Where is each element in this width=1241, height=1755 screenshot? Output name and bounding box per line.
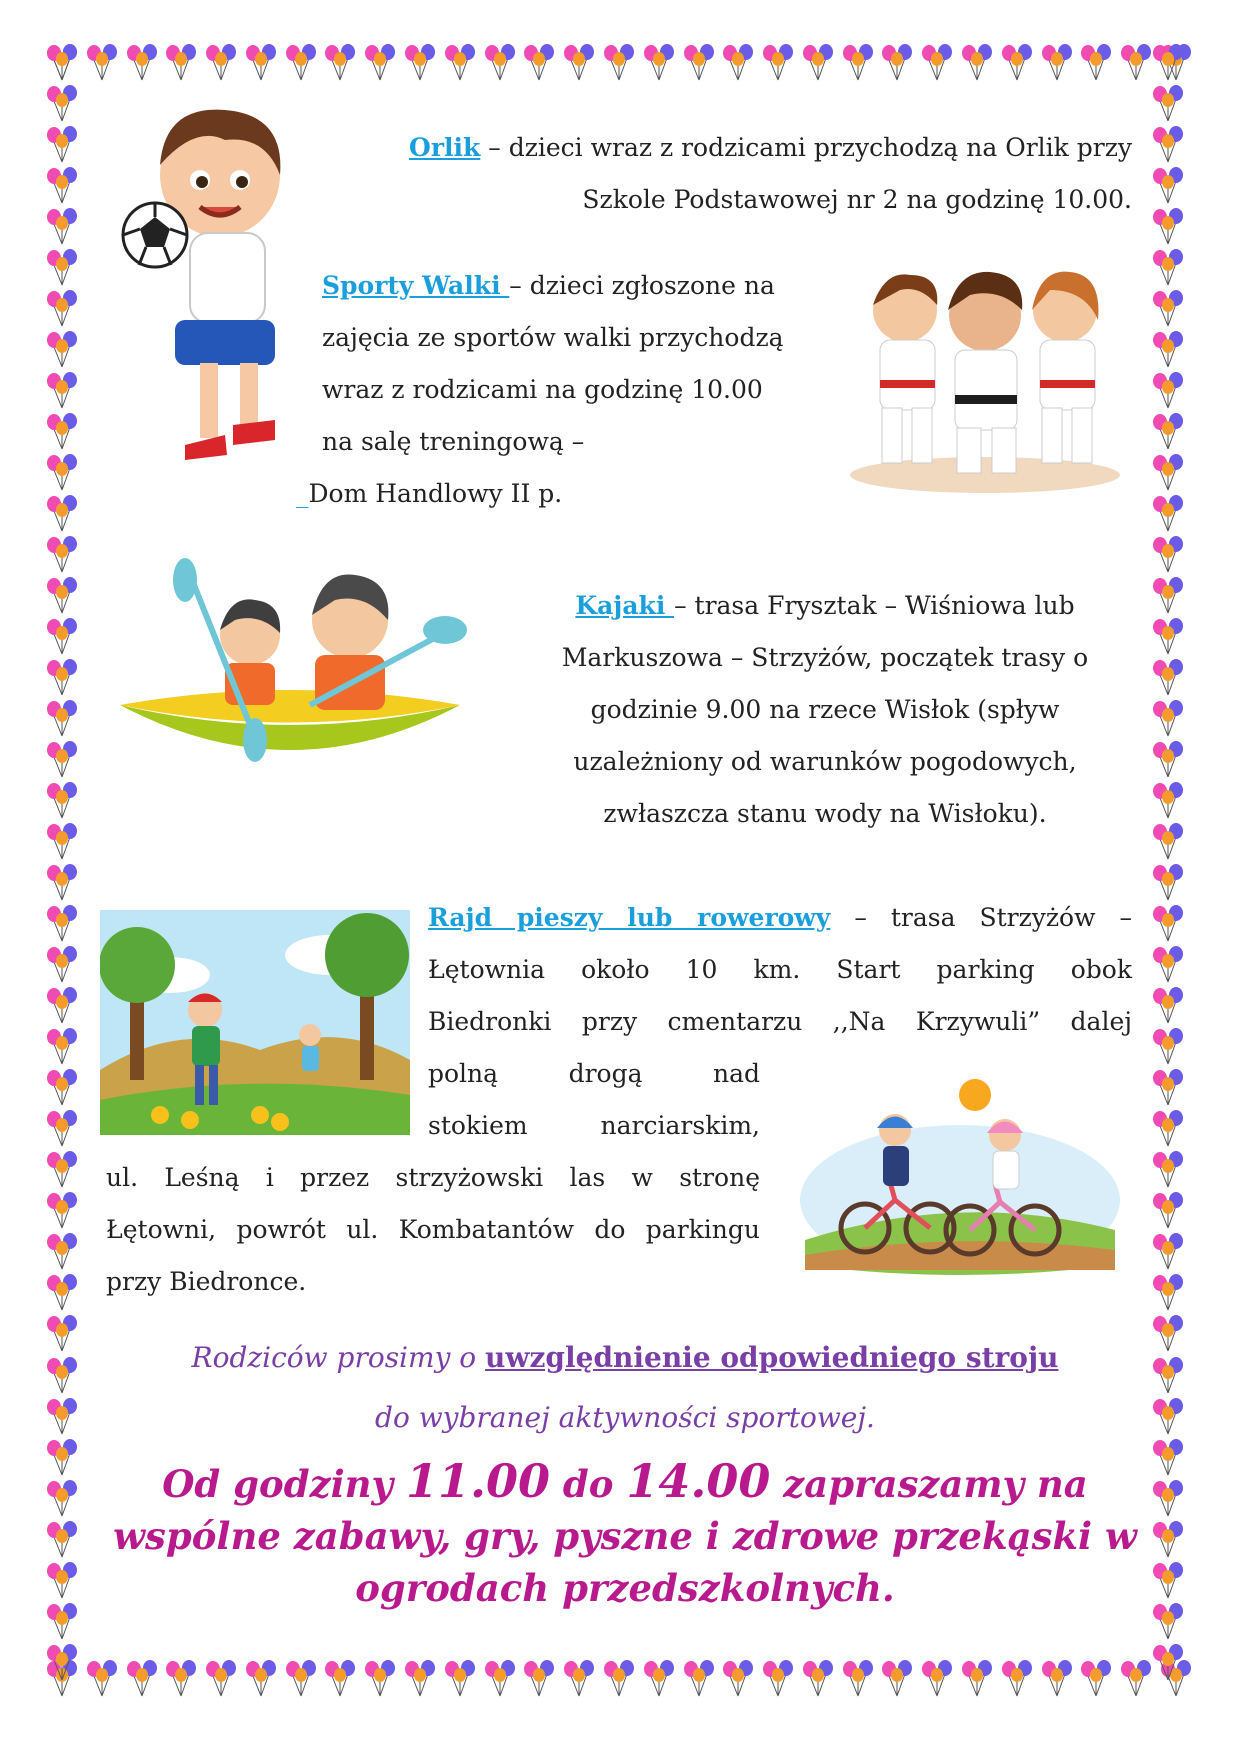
cycling-kids-illustration bbox=[795, 1070, 1125, 1280]
balloon-border-icon bbox=[1078, 44, 1114, 84]
balloon-border-icon bbox=[1150, 1233, 1186, 1273]
balloon-border-icon bbox=[44, 1028, 80, 1068]
balloon-border-icon bbox=[163, 1660, 199, 1700]
balloon-border-icon bbox=[1150, 290, 1186, 330]
balloon-border-icon bbox=[1150, 987, 1186, 1027]
balloon-border-icon bbox=[1150, 536, 1186, 576]
balloon-border-icon bbox=[879, 44, 915, 84]
kajaki-line4: uzależniony od warunków pogodowych, bbox=[573, 747, 1077, 776]
kajaki-title: Kajaki bbox=[575, 591, 675, 620]
balloon-border-icon bbox=[601, 44, 637, 84]
balloon-border-icon bbox=[681, 44, 717, 84]
balloon-border-icon bbox=[1150, 249, 1186, 289]
balloon-border-icon bbox=[44, 741, 80, 781]
balloon-border-icon bbox=[44, 1398, 80, 1438]
balloon-border-icon bbox=[44, 495, 80, 535]
balloon-border-icon bbox=[879, 1660, 915, 1700]
balloon-border-icon bbox=[840, 44, 876, 84]
kayak-illustration bbox=[110, 555, 470, 795]
balloon-border-icon bbox=[442, 1660, 478, 1700]
sporty-walki-line5: Dom Handlowy II p. bbox=[308, 479, 563, 508]
balloon-border-icon bbox=[800, 1660, 836, 1700]
orlik-title: Orlik bbox=[409, 133, 481, 162]
final-invitation bbox=[110, 1455, 1140, 1614]
orlik-line1: – dzieci wraz z rodzicami przychodzą na Orlik przy bbox=[480, 133, 1132, 162]
final-part3: zapraszamy na wspólne zabawy, gry, pyszne i zdrowe przekąski w ogrodach przedszkolnych. bbox=[113, 1462, 1137, 1610]
balloon-border-icon bbox=[1150, 1357, 1186, 1397]
balloon-border-icon bbox=[44, 413, 80, 453]
balloon-border-icon bbox=[44, 85, 80, 125]
balloon-border-icon bbox=[561, 1660, 597, 1700]
balloon-border-icon bbox=[482, 44, 518, 84]
balloon-border-icon bbox=[1150, 1562, 1186, 1602]
notice-line1 bbox=[120, 1330, 1130, 1386]
balloon-border-icon bbox=[959, 44, 995, 84]
balloon-border-icon bbox=[1150, 905, 1186, 945]
balloon-border-icon bbox=[44, 700, 80, 740]
balloon-border-icon bbox=[1150, 331, 1186, 371]
balloon-border-icon bbox=[243, 44, 279, 84]
sporty-walki-line1: – dzieci zgłoszone na bbox=[509, 271, 775, 300]
kajaki-line2: Markuszowa – Strzyżów, początek trasy o bbox=[561, 643, 1089, 672]
balloon-border-icon bbox=[1150, 782, 1186, 822]
balloon-border-icon bbox=[521, 44, 557, 84]
balloon-border-icon bbox=[681, 1660, 717, 1700]
balloon-border-icon bbox=[1150, 1151, 1186, 1191]
balloon-border-icon bbox=[999, 44, 1035, 84]
rajd-section-top bbox=[428, 892, 1132, 1048]
balloon-border-icon bbox=[1150, 823, 1186, 863]
sporty-walki-title: Sporty Walki bbox=[322, 271, 510, 300]
sporty-walki-line3: wraz z rodzicami na godzinę 10.00 bbox=[322, 375, 763, 404]
balloon-border-icon bbox=[283, 44, 319, 84]
balloon-border-icon bbox=[44, 331, 80, 371]
balloon-border-icon bbox=[243, 1660, 279, 1700]
balloon-border-icon bbox=[44, 1315, 80, 1355]
rajd-line8: przy Biedronce. bbox=[106, 1267, 307, 1296]
rajd-section-mid bbox=[428, 1048, 760, 1152]
balloon-border-icon bbox=[1150, 1644, 1186, 1684]
balloon-border-icon bbox=[720, 44, 756, 84]
final-part2: do bbox=[550, 1462, 627, 1506]
balloon-border-icon bbox=[641, 1660, 677, 1700]
balloon-border-right bbox=[1150, 44, 1194, 1684]
balloon-border-icon bbox=[1150, 413, 1186, 453]
balloon-border-icon bbox=[362, 1660, 398, 1700]
balloon-border-icon bbox=[84, 1660, 120, 1700]
balloon-border-icon bbox=[720, 1660, 756, 1700]
balloon-border-icon bbox=[1150, 454, 1186, 494]
rajd-section-bottom bbox=[106, 1152, 760, 1308]
balloon-border-icon bbox=[1150, 864, 1186, 904]
balloon-border-icon bbox=[1118, 1660, 1154, 1700]
balloon-border-icon bbox=[442, 44, 478, 84]
balloon-border-icon bbox=[44, 1439, 80, 1479]
balloon-border-icon bbox=[402, 1660, 438, 1700]
sporty-walki-line4: na salę treningową – bbox=[322, 427, 585, 456]
balloon-border-icon bbox=[1039, 1660, 1075, 1700]
balloon-border-icon bbox=[44, 372, 80, 412]
balloon-border-icon bbox=[163, 44, 199, 84]
balloon-border-icon bbox=[959, 1660, 995, 1700]
balloon-border-icon bbox=[1150, 167, 1186, 207]
balloon-border-icon bbox=[1150, 577, 1186, 617]
balloon-border-icon bbox=[44, 1274, 80, 1314]
balloon-border-icon bbox=[1150, 1521, 1186, 1561]
balloon-border-icon bbox=[1150, 741, 1186, 781]
rajd-line2: Łętownia około 10 km. Start parking obok bbox=[428, 955, 1132, 984]
balloon-border-icon bbox=[44, 864, 80, 904]
balloon-border-icon bbox=[1150, 1603, 1186, 1643]
balloon-border-icon bbox=[44, 126, 80, 166]
balloon-border-icon bbox=[44, 536, 80, 576]
balloon-border-icon bbox=[1150, 1480, 1186, 1520]
balloon-border-icon bbox=[919, 1660, 955, 1700]
balloon-border-icon bbox=[1039, 44, 1075, 84]
balloon-border-icon bbox=[800, 44, 836, 84]
balloon-border-icon bbox=[1150, 495, 1186, 535]
balloon-border-bottom bbox=[44, 1660, 1194, 1704]
balloon-border-icon bbox=[44, 208, 80, 248]
balloon-border-icon bbox=[44, 905, 80, 945]
balloon-border-icon bbox=[44, 1603, 80, 1643]
balloon-border-icon bbox=[44, 249, 80, 289]
balloon-border-icon bbox=[44, 167, 80, 207]
balloon-border-icon bbox=[1150, 372, 1186, 412]
balloon-border-icon bbox=[1150, 208, 1186, 248]
balloon-border-icon bbox=[1150, 1028, 1186, 1068]
balloon-border-icon bbox=[44, 946, 80, 986]
final-time1: 11.00 bbox=[405, 1454, 550, 1508]
notice-strong: uwzględnienie odpowiedniego stroju bbox=[485, 1341, 1059, 1374]
orlik-section bbox=[352, 122, 1132, 226]
balloon-border-icon bbox=[1150, 946, 1186, 986]
balloon-border-icon bbox=[561, 44, 597, 84]
rajd-line3: Biedronki przy cmentarzu ,,Na Krzywuli” dalej bbox=[428, 1007, 1132, 1036]
balloon-border-icon bbox=[44, 1521, 80, 1561]
balloon-border-icon bbox=[1150, 618, 1186, 658]
balloon-border-icon bbox=[44, 454, 80, 494]
kajaki-line5: zwłaszcza stanu wody na Wisłoku). bbox=[603, 799, 1047, 828]
balloon-border-icon bbox=[402, 44, 438, 84]
balloon-border-icon bbox=[44, 1192, 80, 1232]
notice-line2: do wybranej aktywności sportowej. bbox=[375, 1401, 875, 1434]
balloon-border-icon bbox=[44, 659, 80, 699]
rajd-line4: polną drogą nad bbox=[428, 1059, 760, 1088]
balloon-border-icon bbox=[1150, 659, 1186, 699]
balloon-border-icon bbox=[521, 1660, 557, 1700]
notice-prefix: Rodziców prosimy o bbox=[191, 1341, 486, 1374]
rajd-line6: ul. Leśną i przez strzyżowski las w stronę bbox=[106, 1163, 760, 1192]
balloon-border-icon bbox=[362, 44, 398, 84]
balloon-border-icon bbox=[44, 823, 80, 863]
balloon-border-icon bbox=[44, 1110, 80, 1150]
balloon-border-icon bbox=[44, 1233, 80, 1273]
kajaki-section bbox=[520, 580, 1130, 840]
balloon-border-icon bbox=[641, 44, 677, 84]
balloon-border-icon bbox=[44, 44, 80, 84]
balloon-border-icon bbox=[840, 1660, 876, 1700]
balloon-border-icon bbox=[44, 1151, 80, 1191]
balloon-border-icon bbox=[1118, 44, 1154, 84]
balloon-border-icon bbox=[44, 1069, 80, 1109]
balloon-border-icon bbox=[44, 577, 80, 617]
balloon-border-icon bbox=[1078, 1660, 1114, 1700]
rajd-line1: – trasa Strzyżów – bbox=[830, 903, 1133, 932]
balloon-border-icon bbox=[1150, 1192, 1186, 1232]
sporty-walki-line2: zajęcia ze sportów walki przychodzą bbox=[322, 323, 784, 352]
balloon-border-icon bbox=[124, 44, 160, 84]
balloon-border-icon bbox=[482, 1660, 518, 1700]
balloon-border-icon bbox=[44, 1562, 80, 1602]
balloon-border-icon bbox=[124, 1660, 160, 1700]
balloon-border-icon bbox=[1150, 1110, 1186, 1150]
balloon-border-icon bbox=[44, 290, 80, 330]
balloon-border-icon bbox=[44, 782, 80, 822]
balloon-border-icon bbox=[1150, 1274, 1186, 1314]
balloon-border-left bbox=[44, 44, 88, 1684]
rajd-title: Rajd pieszy lub rowerowy bbox=[428, 903, 831, 932]
balloon-border-icon bbox=[44, 987, 80, 1027]
balloon-border-icon bbox=[1150, 1398, 1186, 1438]
balloon-border-icon bbox=[44, 618, 80, 658]
balloon-border-icon bbox=[203, 1660, 239, 1700]
sporty-walki-section bbox=[296, 260, 822, 520]
balloon-border-icon bbox=[1150, 1069, 1186, 1109]
balloon-border-icon bbox=[760, 44, 796, 84]
kajaki-line1: – trasa Frysztak – Wiśniowa lub bbox=[674, 591, 1075, 620]
balloon-border-icon bbox=[1150, 1315, 1186, 1355]
balloon-border-icon bbox=[322, 1660, 358, 1700]
balloon-border-top bbox=[44, 44, 1194, 88]
balloon-border-icon bbox=[999, 1660, 1035, 1700]
balloon-border-icon bbox=[44, 1357, 80, 1397]
balloon-border-icon bbox=[1150, 85, 1186, 125]
karate-kids-illustration bbox=[840, 250, 1130, 500]
final-time2: 14.00 bbox=[626, 1454, 771, 1508]
balloon-border-icon bbox=[1150, 700, 1186, 740]
hiking-kids-illustration bbox=[100, 910, 410, 1135]
balloon-border-icon bbox=[601, 1660, 637, 1700]
rajd-line5: stokiem narciarskim, bbox=[428, 1111, 760, 1140]
balloon-border-icon bbox=[322, 44, 358, 84]
balloon-border-icon bbox=[84, 44, 120, 84]
sporty-walki-mark: _ bbox=[296, 479, 309, 508]
boy-football-illustration bbox=[115, 95, 295, 475]
final-part1: Od godziny bbox=[162, 1462, 406, 1506]
balloon-border-icon bbox=[1150, 126, 1186, 166]
balloon-border-icon bbox=[44, 1644, 80, 1684]
kajaki-line3: godzinie 9.00 na rzece Wisłok (spływ bbox=[590, 695, 1060, 724]
rajd-line7: Łętowni, powrót ul. Kombatantów do parkingu bbox=[106, 1215, 760, 1244]
balloon-border-icon bbox=[203, 44, 239, 84]
balloon-border-icon bbox=[1150, 1439, 1186, 1479]
balloon-border-icon bbox=[760, 1660, 796, 1700]
balloon-border-icon bbox=[1150, 44, 1186, 84]
orlik-line2: Szkole Podstawowej nr 2 na godzinę 10.00. bbox=[582, 185, 1132, 214]
balloon-border-icon bbox=[919, 44, 955, 84]
balloon-border-icon bbox=[44, 1480, 80, 1520]
balloon-border-icon bbox=[283, 1660, 319, 1700]
